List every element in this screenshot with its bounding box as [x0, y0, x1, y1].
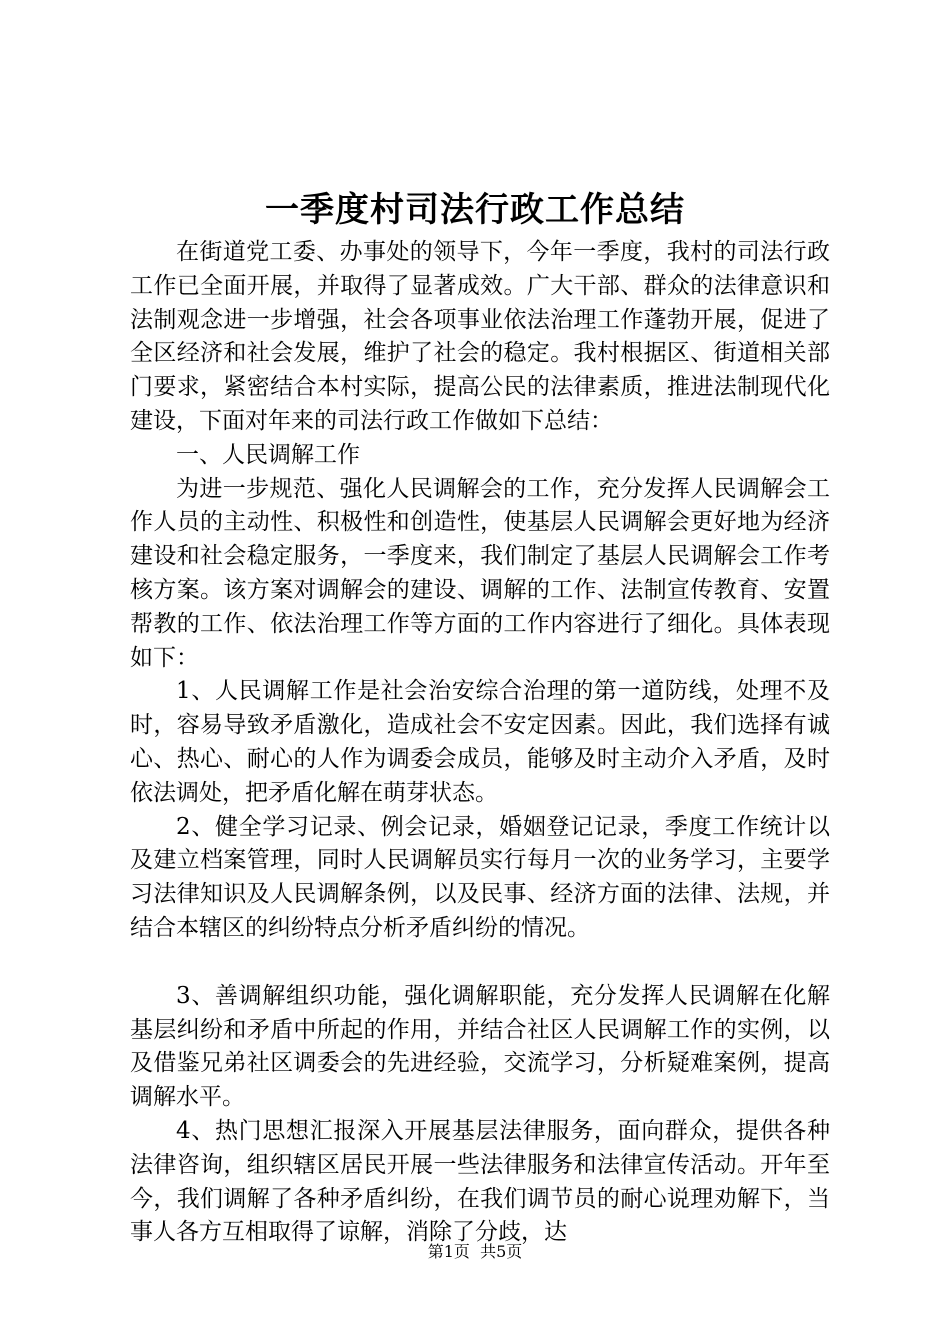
item-paragraph-2: 2、健全学习记录、例会记录，婚姻登记记录，季度工作统计以及建立档案管理，同时人民调解员实行每月一次的业务学习，主要学习法律知识及人民调解条例，以及民事、经济方面的法律、法规，并结合本辖区的纠纷特点分析矛盾纠纷的情况。 [130, 813, 830, 941]
document-title: 一季度村司法行政工作总结 [265, 190, 685, 230]
item-paragraph-3: 3、善调解组织功能，强化调解职能，充分发挥人民调解在化解基层纠纷和矛盾中所起的作用，并结合社区人民调解工作的实例，以及借鉴兄弟社区调委会的先进经验，交流学习，分析疑难案例，提高调解水平。 [130, 982, 830, 1111]
item-paragraph-4: 4、热门思想汇报深入开展基层法律服务，面向群众，提供各种法律咨询，组织辖区居民开展一些法律服务和法律宣传活动。开年至今，我们调解了各种矛盾纠纷，在我们调节员的耐心说理劝解下，当事人各方互相取得了谅解，消除了分歧，达 [130, 1117, 830, 1246]
item-paragraph-1: 1、人民调解工作是社会治安综合治理的第一道防线，处理不及时，容易导致矛盾激化，造成社会不安定因素。因此，我们选择有诚心、热心、耐心的人作为调委会成员，能够及时主动介入矛盾，及时依法调处，把矛盾化解在萌芽状态。 [130, 678, 830, 806]
paragraph-gap [130, 946, 830, 980]
page-number: 第1页 共5页 [427, 1242, 523, 1261]
section-paragraph: 为进一步规范、强化人民调解会的工作，充分发挥人民调解会工作人员的主动性、积极性和创造性，使基层人民调解会更好地为经济建设和社会稳定服务，一季度来，我们制定了基层人民调解会工作考核方案。该方案对调解会的建设、调解的工作、法制宣传教育、安置帮教的工作、依法治理工作等方面的工作内容进行了细化。具体表现如下： [130, 475, 830, 671]
intro-paragraph: 在街道党工委、办事处的领导下，今年一季度，我村的司法行政工作已全面开展，并取得了显著成效。广大干部、群众的法律意识和法制观念进一步增强，社会各项事业依法治理工作蓬勃开展，促进了全区经济和社会发展，维护了社会的稳定。我村根据区、街道相关部门要求，紧密结合本村实际，提高公民的法律素质，推进法制现代化建设，下面对年来的司法行政工作做如下总结： [130, 239, 830, 434]
document-body [130, 236, 830, 1250]
section-heading: 一、人民调解工作 [176, 441, 360, 468]
page-footer [0, 1240, 950, 1264]
